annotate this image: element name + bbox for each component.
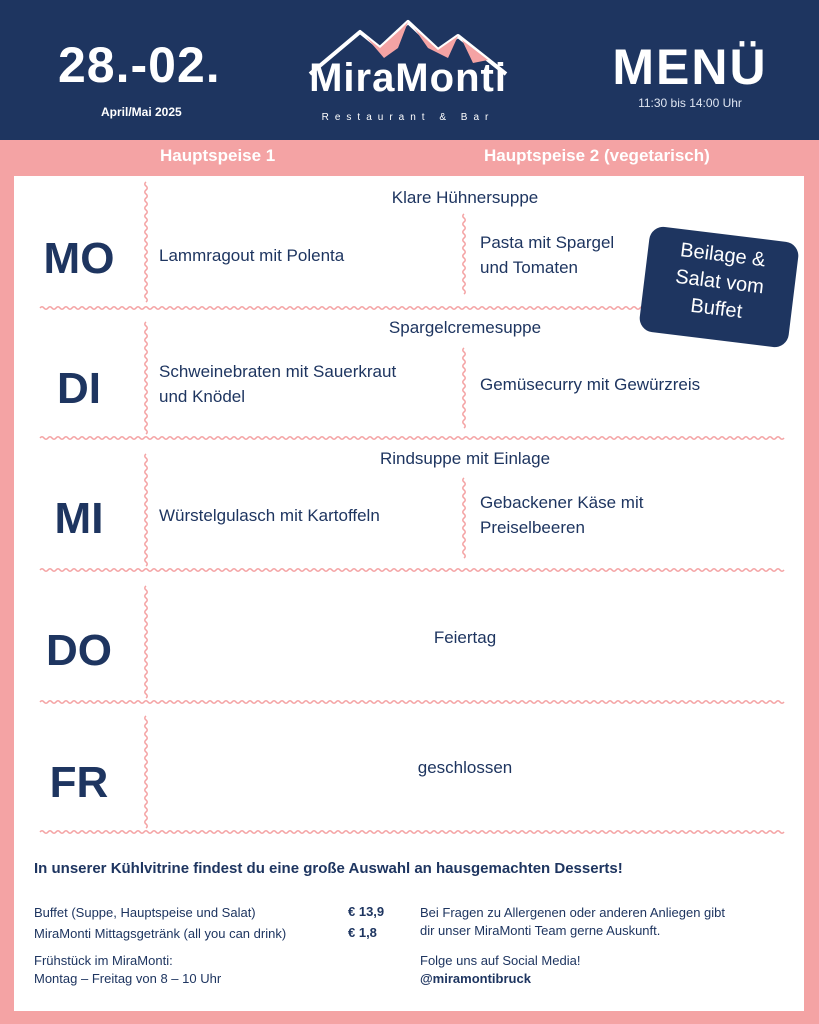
menu-time: 11:30 bis 14:00 Uhr	[638, 96, 742, 110]
main1-wednesday: Würstelgulasch mit Kartoffeln	[159, 506, 380, 525]
date-month: April/Mai 2025	[101, 105, 182, 119]
social-info	[420, 952, 580, 988]
allergen-info	[420, 904, 725, 940]
buffet-badge	[638, 225, 800, 348]
main1-tuesday	[159, 359, 396, 409]
breakfast-line1: Frühstück im MiraMonti:	[34, 953, 173, 968]
day-thursday: DO	[46, 626, 112, 675]
drink-price-label: MiraMonti Mittagsgetränk (all you can drink)	[34, 926, 287, 941]
main1-tuesday-line2: und Knödel	[159, 387, 246, 406]
allergen-line1: Bei Fragen zu Allergenen oder anderen Anliegen gibt	[420, 905, 725, 920]
buffet-price: € 13,9	[348, 904, 385, 919]
day-wednesday: MI	[54, 494, 104, 543]
logo-subtitle: Restaurant & Bar	[321, 112, 495, 123]
day-friday: FR	[49, 758, 109, 807]
soup-tuesday: Spargelcremesuppe	[388, 318, 542, 337]
column-header-main1: Hauptspeise 1	[160, 146, 276, 165]
breakfast-info	[34, 952, 221, 988]
social-handle[interactable]: @miramontibruck	[420, 971, 531, 986]
drink-price: € 1,8	[348, 925, 377, 940]
desserts-note: In unserer Kühlvitrine findest du eine große Auswahl an hausgemachten Desserts!	[34, 860, 623, 877]
date-range: 28.-02.	[58, 37, 221, 93]
allergen-line2: dir unser MiraMonti Team gerne Auskunft.	[420, 923, 661, 938]
column-header-main2: Hauptspeise 2 (vegetarisch)	[484, 146, 710, 165]
logo-name: MiraMonti	[309, 56, 507, 100]
main2-monday	[480, 230, 614, 280]
main2-monday-line1: Pasta mit Spargel	[480, 233, 615, 252]
breakfast-line2: Montag – Freitag von 8 – 10 Uhr	[34, 971, 222, 986]
main2-wednesday-line1: Gebackener Käse mit	[480, 493, 644, 512]
day-monday: MO	[43, 234, 115, 283]
social-line1: Folge uns auf Social Media!	[420, 953, 581, 968]
buffet-price-label: Buffet (Suppe, Hauptspeise und Salat)	[34, 905, 256, 920]
note-thursday: Feiertag	[433, 628, 497, 647]
badge-line2: Salat vom	[674, 265, 766, 299]
soup-wednesday: Rindsuppe mit Einlage	[379, 449, 551, 468]
main1-tuesday-line1: Schweinebraten mit Sauerkraut	[159, 362, 397, 381]
badge-line1: Beilage &	[679, 239, 767, 272]
main2-wednesday-line2: Preiselbeeren	[480, 518, 585, 537]
main1-monday: Lammragout mit Polenta	[159, 246, 345, 265]
day-tuesday: DI	[57, 364, 101, 413]
note-friday: geschlossen	[417, 758, 513, 777]
badge-line3: Buffet	[689, 294, 744, 323]
main2-tuesday: Gemüsecurry mit Gewürzreis	[480, 375, 701, 394]
soup-monday: Klare Hühnersuppe	[391, 188, 539, 207]
menu-title: MENÜ	[612, 39, 768, 95]
main2-monday-line2: und Tomaten	[480, 258, 578, 277]
main2-wednesday	[480, 490, 643, 540]
